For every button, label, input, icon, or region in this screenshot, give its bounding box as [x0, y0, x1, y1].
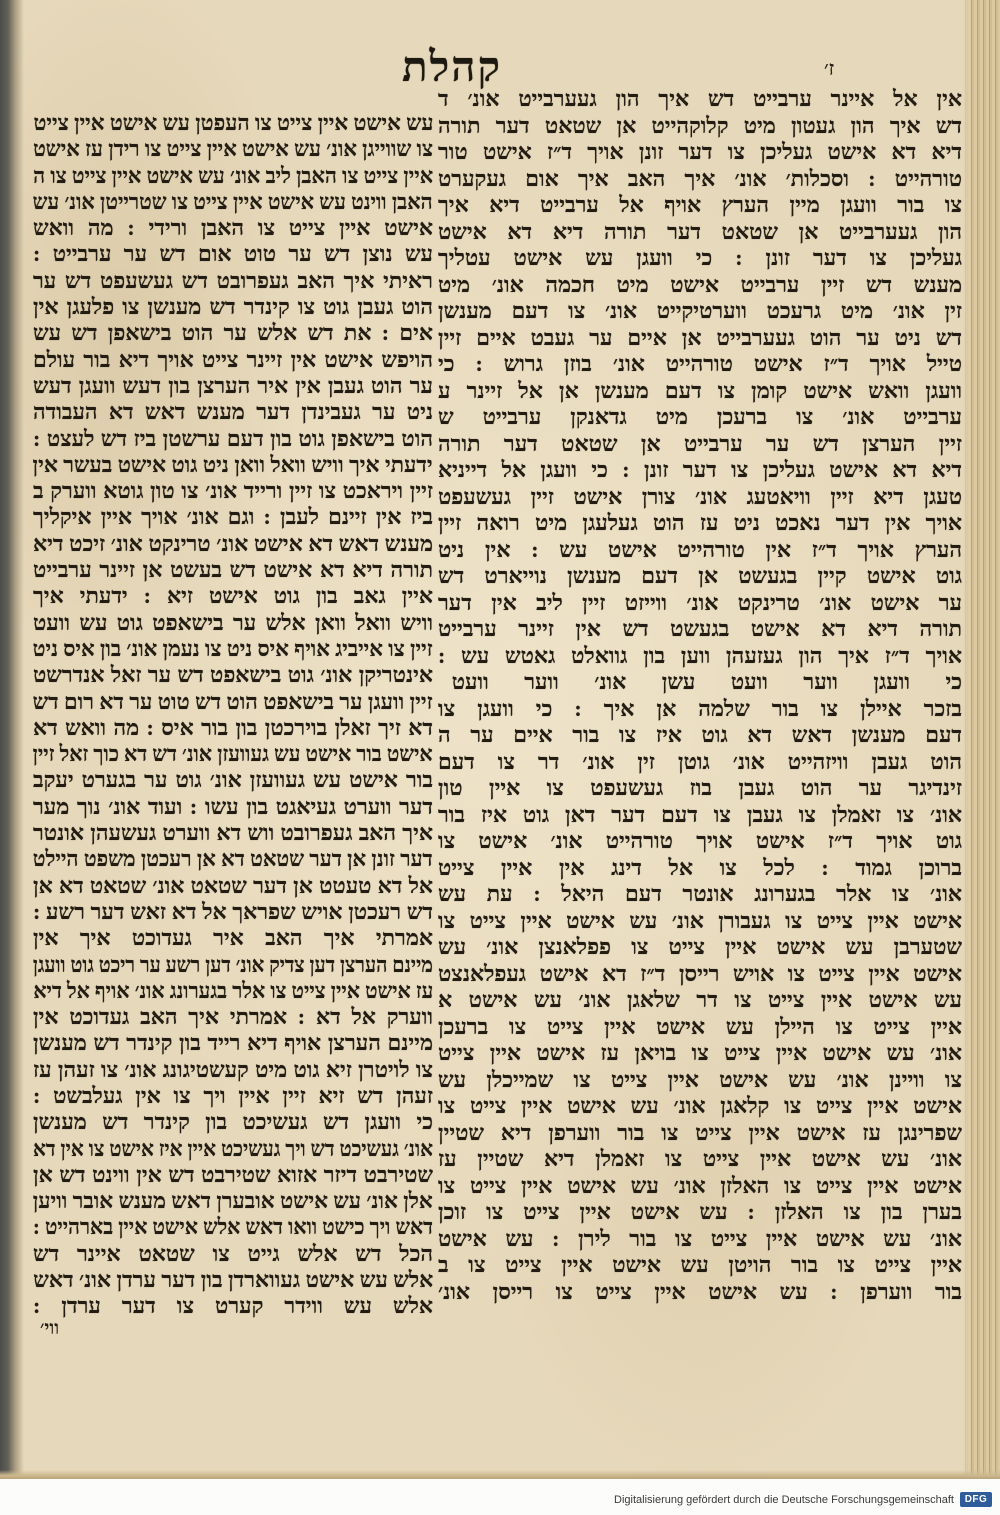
text-line: [33, 1136, 433, 1162]
text-line-content: מיינם הערצן אויף דיא רייד בון קינדר דש מענשן: [33, 1030, 433, 1056]
text-line-content: צו בור וועגן מיין הערץ אויף אל ערבייט דיא איך: [438, 192, 962, 217]
text-line: [438, 1067, 962, 1094]
text-line: [33, 1162, 433, 1188]
running-title: קהלת: [402, 45, 502, 91]
text-line-content: ער אישט אונ׳ טרינקט אונ׳ ווייזט זיין ליב אין דער: [438, 589, 962, 615]
text-line-content: כי וועגן דש געשיכט בון קינדר דש מענשן: [33, 1109, 433, 1135]
text-line: [438, 272, 962, 299]
text-line-content: האבן ווינט עש אישט איין צייט צו שטרייטן אונ׳ עש: [33, 188, 433, 214]
page-bottom-edge: [0, 1470, 1000, 1479]
text-line: [438, 775, 962, 802]
folio-mark: ז׳: [824, 58, 835, 80]
text-line-content: טורהייט : וסכלות׳ אונ׳ איך האב איך אום געקערט: [438, 165, 962, 191]
text-line: [33, 1214, 433, 1240]
text-line: [438, 696, 962, 723]
text-line: [438, 245, 962, 272]
text-line: [438, 378, 962, 405]
text-line-content: שטירבט דיזר אזוא שטירבט דש אין ווינט דש אן: [33, 1161, 433, 1187]
page-stack-edge: [962, 0, 1000, 1479]
text-line-content: בזכר איילן צו בור שלמה אן איך : כי וועגן צו: [438, 695, 962, 721]
text-line-content: ברוכן גמוד : לכל צו אל דינג אין איין צייט: [438, 854, 962, 880]
text-line-content: הוט געבן וויזהייט אונ׳ גוטן זין אונ׳ דר צו דעם: [438, 748, 962, 774]
text-line-content: זיין צו אייביג אויף איס ניט צו נעמן אונ׳ בון איס ניט: [33, 635, 433, 661]
text-line: [33, 215, 433, 241]
text-line: [33, 794, 433, 820]
text-line-content: עש נוצן דש ער טוט אום דש ער ערבייט :: [33, 241, 433, 267]
text-line-content: בור אישט עש געוועזן אונ׳ גוט ער בגערט יעקב: [33, 767, 433, 793]
text-column-right: [438, 86, 962, 1305]
text-line: [438, 298, 962, 325]
text-line-content: דש רעכטן אויש שפראך אל דא זאש דער רשע :: [33, 898, 433, 924]
text-line: [438, 139, 962, 166]
text-line-content: גוט אויך ד״ז אישט אויך טורהייט אונ׳ אישט צו: [438, 828, 962, 853]
text-line: [438, 987, 962, 1014]
text-line: [33, 399, 433, 425]
text-line: [438, 1199, 962, 1226]
text-line-content: איין צייט צו בור הויטן עש אישט איין צייט צו ב: [438, 1252, 962, 1277]
text-line: [33, 715, 433, 741]
text-line: [33, 163, 433, 189]
text-line-content: הכל דש אלש גייט צו שטאט איינר דש: [33, 1240, 433, 1266]
text-line: [33, 531, 433, 557]
text-line-content: דש איך הון געטון מיט קלוקהייט אן שטאט דער תורה: [438, 112, 962, 138]
text-line: [33, 110, 433, 136]
text-line: [438, 643, 962, 670]
text-line-content: ידעתי איך וויש וואל וואן ניט גוט אישט בעשר אין: [33, 451, 433, 477]
text-line-content: שפרינגן עז אישט איין צייט צו בור ווערפן דיא שטיין: [438, 1119, 962, 1145]
text-line-content: איך האב געפרובט ווש דא ווערט געשעהן אונטר: [33, 820, 433, 846]
text-line: [33, 820, 433, 846]
text-line-content: אונ׳ עש אישט איין צייט צו זאמלן דיא שטיין עז: [438, 1146, 962, 1171]
text-line: [33, 978, 433, 1004]
text-line-content: תורה דיא דא אישט דש בעשט אן זיינר ערבייט: [33, 557, 433, 583]
dfg-logo: DFG: [960, 1492, 992, 1507]
text-line-content: כי וועגן ווער וועט עשן אונ׳ ווער וועט: [451, 669, 962, 694]
text-line-content: הערץ אויך ד״ז אין טורהייט אישט עש : אין ניט: [438, 536, 962, 562]
text-line-content: אישט איין צייט צו געבורן אונ׳ עש אישט איין צייט צו: [438, 907, 962, 933]
text-line: [33, 873, 433, 899]
text-line-content: וויש וואל וואן אלש ער בישאפט גוט עש וועט: [33, 609, 433, 635]
text-line: [33, 504, 433, 530]
text-line: [438, 484, 962, 511]
text-line-content: זיין וועגן ער בישאפט הוט דש טוט ער דא רום דש: [33, 688, 433, 714]
text-line: [33, 189, 433, 215]
text-line: [33, 899, 433, 925]
text-line-content: טעגן דיא זיין וויאטעג אונ׳ צורן אישט זיין געשעפט: [438, 483, 962, 509]
text-line-content: אל דא טעטט אן דער שטאט אונ׳ שטאט דא אן: [33, 872, 433, 898]
text-line-content: מענש דאש דא אישט אונ׳ טרינקט אונ׳ זיכט דיא: [33, 530, 433, 556]
text-line: [438, 219, 962, 246]
text-line: [33, 1004, 433, 1030]
text-line-content: צו שווייגן אונ׳ עש אישט איין צייט צו רידן עז אישט: [33, 136, 433, 162]
text-line: [438, 192, 962, 219]
text-line-content: הוט געבן גוט צו קינדר דש מענשן צו פלעגן אין: [33, 294, 433, 320]
text-line: [33, 689, 433, 715]
text-line-content: בור ווערפן : עש אישט איין צייט צו רייסן אונ׳: [438, 1278, 962, 1304]
text-line-content: אויך ד״ז איך הון געזעהן ווען בון גוואלט גאטש עש :: [438, 642, 962, 668]
text-line-content: אישט בור אישט עש געוועזן אונ׳ דש דא כוך זאל זיין: [33, 741, 433, 767]
text-line-content: אישט איין צייט צו האבן ורידי : מה וואש: [33, 215, 433, 241]
text-line: [438, 1120, 962, 1147]
text-line-content: עש אישט איין צייט צו העפטן עש אישט איין צייט: [33, 110, 433, 135]
text-line-content: מיינם הערצן דען צדיק אונ׳ דען רשע ער ריכט גוט וועגן: [33, 951, 433, 977]
text-line-content: אלש עש אישט געווארדן בון דער ערדן אונ׳ דאש: [33, 1267, 433, 1293]
text-line-content: איין צייט צו היילן עש אישט איין צייט צו ברעכן: [438, 1013, 962, 1039]
text-line: [33, 241, 433, 267]
text-line-content: אונ׳ צו אלר בגערונג אונטר דעם היאל : עת עש: [438, 881, 962, 906]
text-line-content: געליכן צו דער זונן : כי וועגן עש אישט עטליך: [438, 245, 962, 270]
text-line-content: עז אישט איין צייט צו אלר בגערונג אונ׳ אויף אל דיא: [33, 977, 433, 1003]
text-line: [33, 846, 433, 872]
text-line: [33, 636, 433, 662]
text-line: [438, 1014, 962, 1041]
text-line: [33, 426, 433, 452]
text-line-content: איין גאב בון גוט אישט זיא : ידעתי איך: [33, 583, 433, 609]
text-line-content: ערבייט אונ׳ צו ברעכן מיט גדאנקן ערבייט ש: [438, 404, 962, 429]
text-line-content: אונ׳ עש אישט איין צייט צו בויאן עז אישט איין צייט: [438, 1040, 962, 1065]
text-line-content: דער ווערט געיאגט בון עשו : ועוד אונ׳ נוך מער: [33, 793, 433, 819]
text-line: [33, 1057, 433, 1083]
text-line: [438, 669, 962, 696]
digitization-credit: Digitalisierung gefördert durch die Deutsche Forschungsgemeinschaft: [614, 1494, 954, 1506]
catchword: ווי׳: [40, 1318, 60, 1339]
text-line: [438, 351, 962, 378]
text-line: [33, 767, 433, 793]
text-line: [33, 452, 433, 478]
text-line: [438, 166, 962, 193]
text-line: [438, 722, 962, 749]
text-line: [438, 404, 962, 431]
text-line: [438, 616, 962, 643]
text-line-content: ביז אין זיינם לעבן : וגם אונ׳ אויך איין איקליך: [33, 504, 433, 530]
text-line: [438, 563, 962, 590]
text-line-content: וועגן וואש אישט קומן צו דעם מענשן אן אל זיינר ע: [438, 377, 962, 403]
text-line: [438, 1173, 962, 1200]
text-line-content: אלן אונ׳ עש אישט אובערן דאש מענש אובר וויען: [33, 1188, 433, 1214]
text-line-content: הויפש אישט אין זיינר צייט אויך דיא בור עולם: [33, 346, 433, 372]
text-line-content: אונ׳ צו זאמלן צו געבן צו דעם דער דאן גוט איז בור: [438, 801, 962, 827]
text-line: [438, 1226, 962, 1253]
text-line-content: גוט אישט קיין בגעשט אן דעם מענשן נוייארט דש: [438, 563, 962, 588]
text-line-content: ווערק אל דא : אמרתי איך האב געדוכט אין: [33, 1004, 433, 1030]
text-line: [438, 934, 962, 961]
text-line-content: ראיתי איך האב געפרובט דש געשעפט דש ער: [33, 267, 433, 293]
text-line: [33, 1267, 433, 1293]
text-line: [33, 373, 433, 399]
text-line: [33, 662, 433, 688]
text-line: [33, 1293, 433, 1319]
text-line-content: דיא דא אישט געליכן צו דער זונן אויך ד״ז אישט טור: [438, 139, 962, 164]
text-line-content: בערן בון צו האלזן : עש אישט איין צייט צו זוכן: [438, 1199, 962, 1224]
text-line: [438, 590, 962, 617]
text-line: [438, 431, 962, 458]
text-line-content: אמרתי איך האב איר געדוכט איך אין: [33, 925, 433, 951]
text-line: [438, 881, 962, 908]
text-line-content: אויך אין דער נאכט ניט עז הוט געלעגן מיט רואה זיין: [438, 510, 962, 535]
text-line-content: תורה דיא דא אישט בגעשט דש אין זיינר ערבייט: [438, 616, 962, 641]
text-line-content: הון געערבייט אן שטאט דער תורה דיא דא אישט: [438, 218, 962, 244]
text-line-content: דעם מענשן דאש דא גוט איז צו בור איים ער ה: [438, 722, 962, 747]
text-line: [438, 1040, 962, 1067]
text-line: [33, 478, 433, 504]
text-line-content: מענש דש זיין ערבייט אישט מיט חכמה אונ׳ מיט: [438, 271, 962, 297]
text-line: [33, 136, 433, 162]
text-line-content: זיין הערצן דש ער ערבייט אן שטאט דער תורה: [438, 430, 962, 456]
text-line: [438, 1279, 962, 1306]
text-line: [438, 113, 962, 140]
text-line: [33, 1030, 433, 1056]
text-line: [33, 741, 433, 767]
text-line-content: דש ניט ער הוט געערבייט אן איים ער געבט איים זיין: [438, 324, 962, 350]
text-line: [438, 1252, 962, 1279]
text-line-content: דער זונן אן דער שטאט דא אן רעכטן משפט היילט: [33, 846, 433, 872]
text-line-content: טייל אויך ד״ז אישט טורהייט אונ׳ בוזן גרוש : כי: [438, 351, 962, 376]
text-line: [33, 1241, 433, 1267]
text-line: [33, 1188, 433, 1214]
text-line-content: זיין ויראכט צו זיין ורייד אונ׳ צו טון גוטא ווערק ב: [33, 478, 433, 504]
text-line-content: ער הוט געבן אין איר הערצן בון דעש וועגן דעש: [33, 372, 433, 398]
text-line: [438, 1093, 962, 1120]
text-line-content: אונ׳ געשיכט דש ויך געשיכט איין איז אישט צו אין דא: [33, 1135, 433, 1161]
text-line-content: אישט איין צייט צו קלאגן אונ׳ עש אישט איין צייט צו: [438, 1093, 962, 1118]
text-line-content: אינטריקן אונ׳ גוט בישאפט דש ער זאל אנדרשט: [33, 662, 433, 688]
text-line: [438, 537, 962, 564]
text-line: [438, 961, 962, 988]
text-line: [438, 86, 962, 113]
text-line-content: צו לויטרן זיא גוט מיט קעשטיגונג אונ׳ צו זעהן עז: [33, 1056, 433, 1082]
text-line: [438, 855, 962, 882]
text-line-content: דאש ויך כישט וואו דאש אלש אישט איין בארהייט :: [33, 1214, 433, 1240]
text-line: [438, 510, 962, 537]
text-line: [438, 325, 962, 352]
text-line-content: זין אונ׳ מיט גרעכט ווערטיקייט אונ׳ צו דעם מענשן: [438, 298, 962, 323]
text-line-content: ניט ער געבינדן דער מענש דאש דא העבודה: [33, 399, 433, 425]
text-line: [33, 320, 433, 346]
text-line-content: אים : את דש אלש ער הוט בישאפן דש עש: [33, 320, 433, 346]
text-line: [33, 268, 433, 294]
book-spine-shadow: [0, 0, 24, 1479]
text-line-content: עש אישט איין צייט צו דר שלאגן אונ׳ עש אישט א: [438, 987, 962, 1012]
text-line: [438, 749, 962, 776]
text-line-content: אין אל איינר ערבייט דש איך הון געערבייט אונ׳ ד: [438, 86, 962, 111]
text-line: [33, 347, 433, 373]
text-line-content: שטערבן עש אישט איין צייט צו פפלאנצן אונ׳ עש: [438, 934, 962, 959]
text-line-content: זינדיגר ער הוט געבן בוז געשעפט צו איין טון: [438, 775, 962, 800]
text-line-content: אונ׳ עש אישט איין צייט צו בור לירן : עש אישט: [438, 1225, 962, 1251]
text-line: [33, 1109, 433, 1135]
text-line: [33, 952, 433, 978]
text-line: [33, 610, 433, 636]
text-column-left: [33, 110, 433, 1320]
text-line-content: דיא דא אישט געליכן צו דער זונן : כי וועגן אל דייניא: [438, 457, 962, 482]
text-line-content: איין צייט צו האבן ליב אונ׳ עש אישט איין צייט צו ה: [33, 162, 433, 188]
text-line-content: דא זיך זאלן בוירכטן בון בור איס : מה וואש דא: [33, 714, 433, 740]
text-line-content: אלש עש ווידר קערט צו דער ערדן :: [33, 1293, 433, 1319]
text-line-content: זעהן דש זיא זיין איין ויך צו אין געלבשט :: [33, 1082, 433, 1108]
text-line: [33, 294, 433, 320]
text-line: [33, 1083, 433, 1109]
text-line: [33, 557, 433, 583]
text-line: [438, 908, 962, 935]
text-line: [33, 583, 433, 609]
text-line-content: הוט בישאפן גוט בון דעם ערשטן ביז דש לעצט :: [33, 425, 433, 451]
text-line: [438, 1146, 962, 1173]
text-line: [438, 802, 962, 829]
text-line-content: אישט איין צייט צו אויש רייסן ד״ז דא אישט געפלאנצט: [438, 960, 962, 986]
text-line-content: אישט איין צייט צו האלזן אונ׳ עש אישט איין צייט צו: [438, 1172, 962, 1198]
text-line: [438, 828, 962, 855]
text-line-content: צו וויינן אונ׳ עש אישט איין צייט צו שמייכלן עש: [438, 1066, 962, 1092]
text-line: [438, 457, 962, 484]
text-line: [33, 925, 433, 951]
